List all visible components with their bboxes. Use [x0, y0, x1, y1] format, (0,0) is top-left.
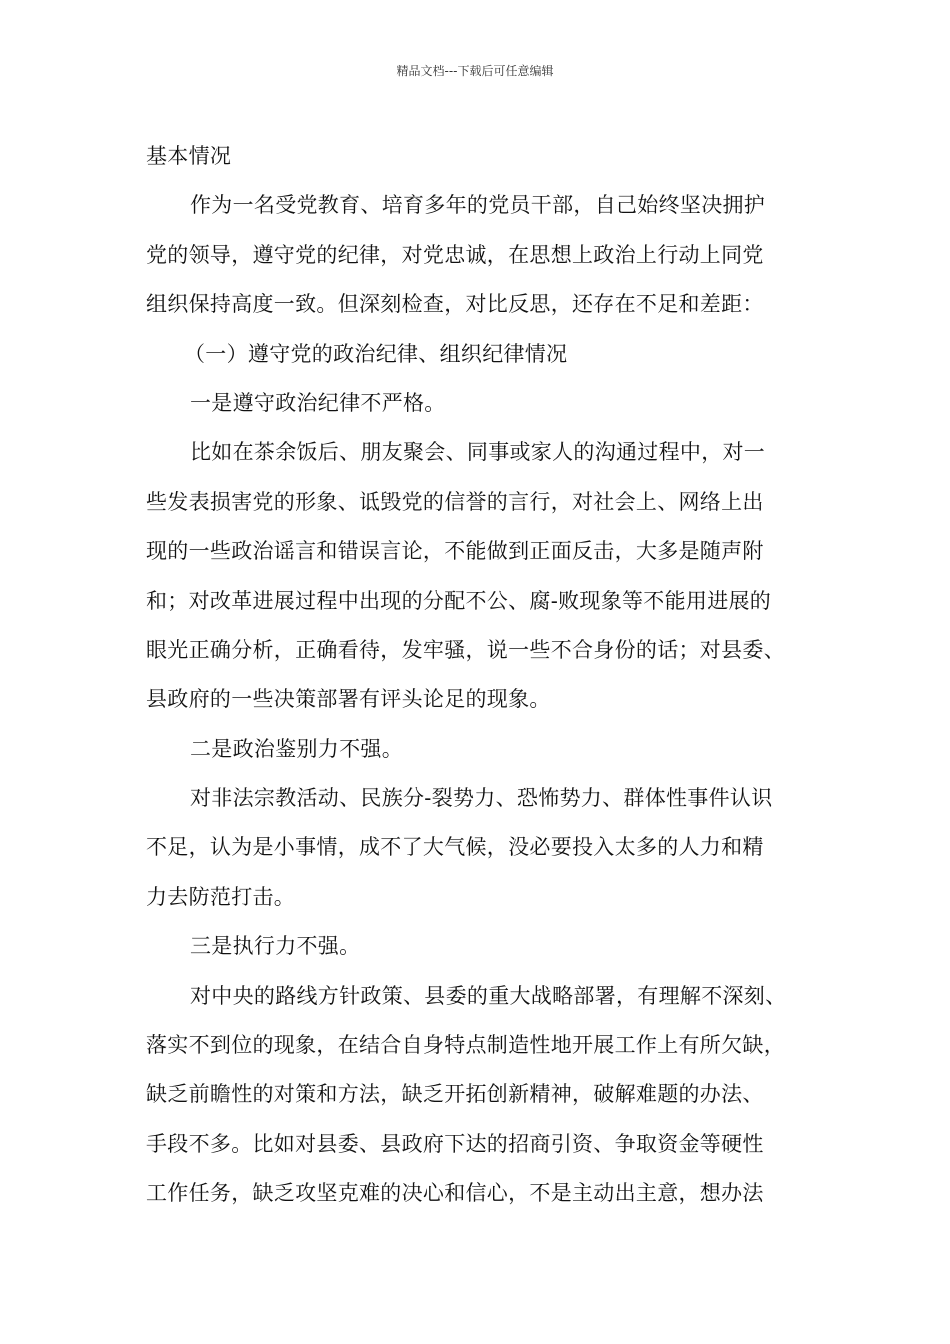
paragraph-line: 落实不到位的现象，在结合自身特点制造性地开展工作上有所欠缺，: [146, 1033, 785, 1058]
paragraph-line: 对非法宗教活动、民族分-裂势力、恐怖势力、群体性事件认识: [190, 786, 773, 811]
paragraph-line: 眼光正确分析，正确看待，发牢骚，说一些不合身份的话；对县委、: [146, 637, 785, 662]
section-heading: 基本情况: [146, 144, 232, 168]
point-heading: 三是执行力不强。: [190, 934, 361, 959]
document-body: [146, 132, 808, 1219]
page-header: 精品文档---下载后可任意编辑: [396, 64, 554, 78]
paragraph-line: 和；对改革进展过程中出现的分配不公、腐-败现象等不能用进展的: [146, 588, 772, 613]
paragraph-line: 缺乏前瞻性的对策和方法，缺乏开拓创新精神，破解难题的办法、: [146, 1082, 764, 1107]
paragraph-line: 党的领导，遵守党的纪律，对党忠诚，在思想上政治上行动上同党: [146, 242, 764, 267]
point-heading: 一是遵守政治纪律不严格。: [190, 390, 446, 415]
paragraph-line: 不足，认为是小事情，成不了大气候，没必要投入太多的人力和精: [146, 835, 764, 860]
paragraph-line: 手段不多。比如对县委、县政府下达的招商引资、争取资金等硬性: [146, 1131, 764, 1156]
paragraph-line: 对中央的路线方针政策、县委的重大战略部署，有理解不深刻、: [190, 983, 787, 1008]
paragraph-line: 力去防范打击。: [146, 884, 296, 909]
paragraph-line: 现的一些政治谣言和错误言论，不能做到正面反击，大多是随声附: [146, 539, 764, 564]
paragraph-line: 比如在茶余饭后、朋友聚会、同事或家人的沟通过程中，对一: [190, 440, 766, 465]
point-heading: 二是政治鉴别力不强。: [190, 736, 403, 761]
paragraph-line: 些发表损害党的形象、诋毁党的信誉的言行，对社会上、网络上出: [146, 489, 764, 514]
paragraph-line: 工作任务，缺乏攻坚克难的决心和信心，不是主动出主意，想办法: [146, 1181, 764, 1206]
paragraph-line: 县政府的一些决策部署有评头论足的现象。: [146, 687, 551, 712]
subsection-heading: （一）遵守党的政治纪律、组织纪律情况: [184, 341, 568, 366]
paragraph-line: 作为一名受党教育、培育多年的党员干部，自己始终坚决拥护: [190, 193, 766, 218]
paragraph-line: 组织保持高度一致。但深刻检查，对比反思，还存在不足和差距：: [146, 292, 764, 317]
